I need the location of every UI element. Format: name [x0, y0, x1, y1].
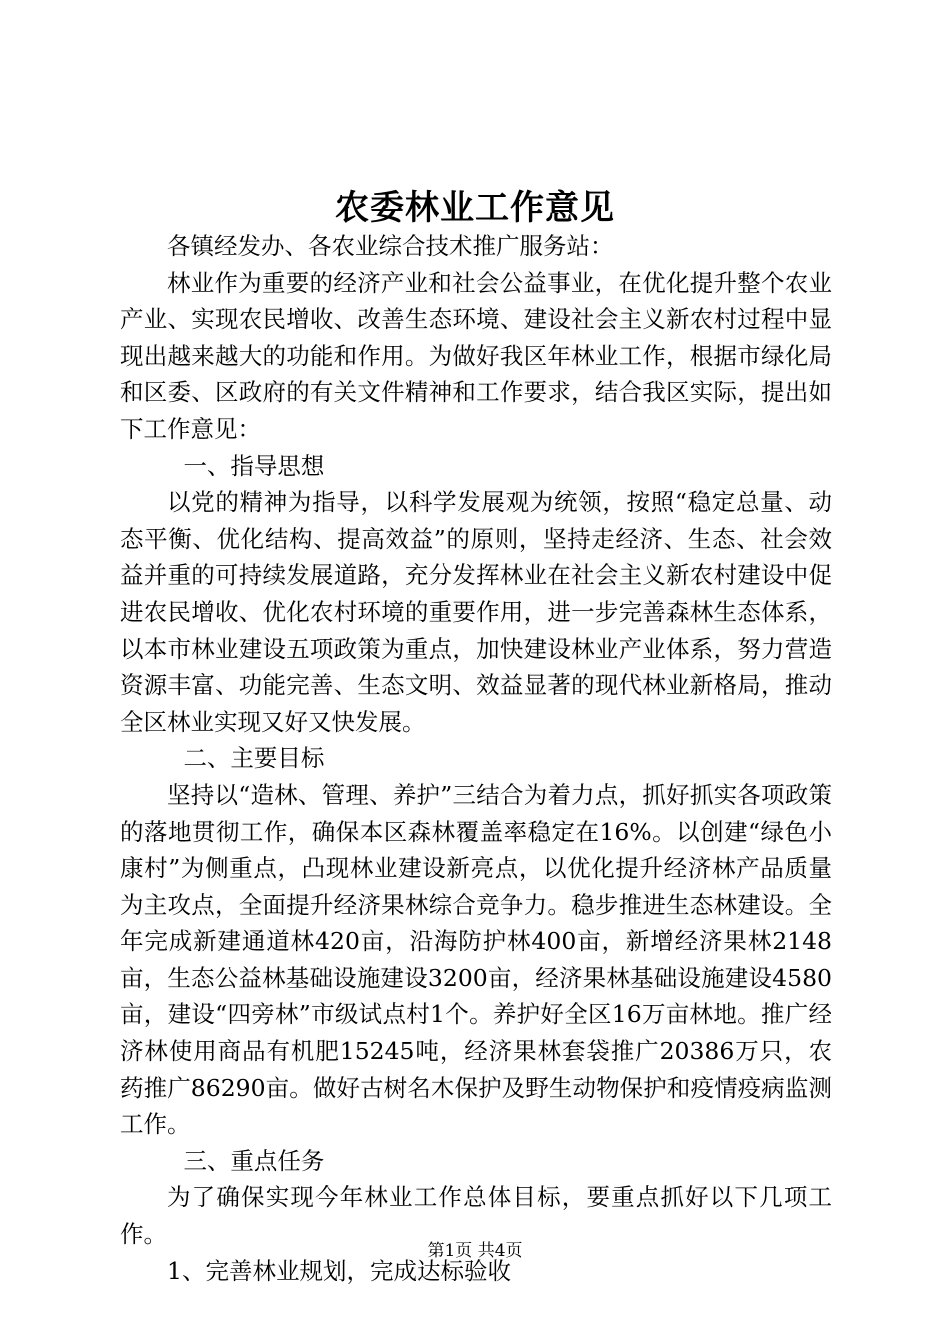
section-paragraph-key-tasks: 为了确保实现今年林业工作总体目标，要重点抓好以下几项工作。	[120, 1183, 832, 1249]
task-item-1: 1、完善林业规划，完成达标验收	[167, 1256, 511, 1285]
section-heading-main-goals: 二、主要目标	[183, 744, 325, 773]
section-paragraph-guiding-ideology: 以党的精神为指导，以科学发展观为统领，按照“稳定总量、动态平衡、优化结构、提高效益”的原则，坚持走经济、生态、社会效益并重的可持续发展道路，充分发挥林业在社会主义新农村建设中促进农民增收、优化农村环境的重要作用，进一步完善森林生态体系，以本市林业建设五项政策为重点，加快建设林业产业体系，努力营造资源丰富、功能完善、生态文明、效益显著的现代林业新格局，推动全区林业实现又好又快发展。	[120, 488, 832, 736]
section-paragraph-main-goals: 坚持以“造林、管理、养护”三结合为着力点，抓好抓实各项政策的落地贯彻工作，确保本区森林覆盖率稳定在16%。以创建“绿色小康村”为侧重点，凸现林业建设新亮点，以优化提升经济林产品质量为主攻点，全面提升经济果林综合竞争力。稳步推进生态林建设。全年完成新建通道林420亩，沿海防护林400亩，新增经济果林2148亩，生态公益林基础设施建设3200亩，经济果林基础设施建设4580亩，建设“四旁林”市级试点村1个。养护好全区16万亩林地。推广经济林使用商品有机肥15245吨，经济果林套袋推广20386万只，农药推广86290亩。做好古树名木保护及野生动物保护和疫情疫病监测工作。	[120, 780, 832, 1139]
section-heading-key-tasks: 三、重点任务	[183, 1146, 325, 1175]
intro-paragraph: 林业作为重要的经济产业和社会公益事业，在优化提升整个农业产业、实现农民增收、改善生态环境、建设社会主义新农村过程中显现出越来越大的功能和作用。为做好我区年林业工作，根据市绿化局和区委、区政府的有关文件精神和工作要求，结合我区实际，提出如下工作意见：	[120, 268, 832, 443]
section-heading-guiding-ideology: 一、指导思想	[183, 451, 325, 480]
salutation: 各镇经发办、各农业综合技术推广服务站：	[167, 232, 614, 260]
page-footer: 第1页 共4页	[427, 1241, 523, 1261]
document-title: 农委林业工作意见	[335, 188, 615, 228]
document-body	[120, 228, 832, 1289]
